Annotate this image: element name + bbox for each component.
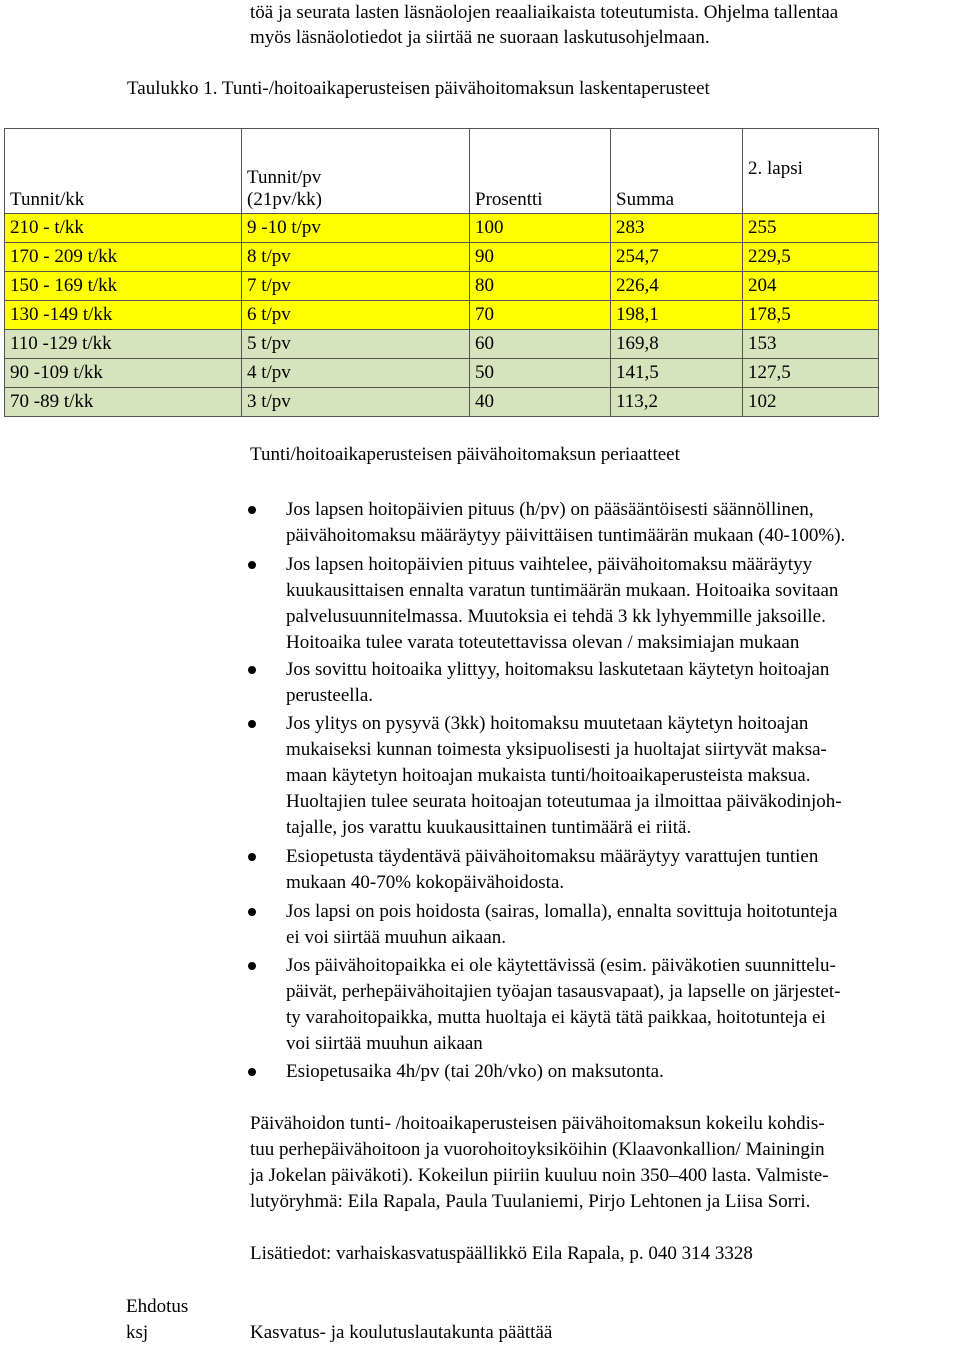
bullet-2-line-2: kuukausittaisen ennalta varatun tuntimäärän mukaan. Hoitoaika sovitaan [286, 580, 839, 601]
cell-hours-month: 90 -109 t/kk [5, 359, 242, 388]
bullet-3-line-1: Jos sovittu hoitoaika ylittyy, hoitomaksu laskutetaan käytetyn hoitoajan [286, 659, 830, 680]
cell-hours-day: 3 t/pv [242, 388, 470, 417]
bullet-icon [248, 1068, 256, 1076]
cell-hours-day: 5 t/pv [242, 330, 470, 359]
cell-sum: 254,7 [611, 243, 743, 272]
cell-percent: 80 [470, 272, 611, 301]
trial-line-3: ja Jokelan päiväkoti). Kokeilun piiriin kuuluu noin 350–400 lasta. Valmiste- [250, 1165, 829, 1186]
cell-hours-day: 7 t/pv [242, 272, 470, 301]
bullet-icon [248, 506, 256, 514]
bullet-4-line-2: mukaiseksi kunnan toimesta yksipuolisesti ja huoltajat siirtyvät maksa- [286, 739, 827, 760]
cell-second-child: 102 [743, 388, 879, 417]
bullet-3-line-2: perusteella. [286, 685, 374, 706]
cell-percent: 50 [470, 359, 611, 388]
header-hours-day-line1: Tunnit/pv [247, 167, 322, 188]
bullet-8-line-1: Esiopetusaika 4h/pv (tai 20h/vko) on maksutonta. [286, 1061, 664, 1082]
cell-sum: 198,1 [611, 301, 743, 330]
cell-sum: 169,8 [611, 330, 743, 359]
bullet-5-line-2: mukaan 40-70% kokopäivähoidosta. [286, 872, 565, 893]
table-row [5, 359, 879, 388]
cell-second-child: 178,5 [743, 301, 879, 330]
proposal-label-line-2: ksj [126, 1322, 149, 1343]
bullet-7-line-1: Jos päivähoitopaikka ei ole käytettävissä (esim. päiväkotien suunnittelu- [286, 955, 836, 976]
bullet-2-line-3: palvelusuunnitelmassa. Muutoksia ei tehdä 3 kk lyhyemmille jaksoille. [286, 606, 826, 627]
intro-line-1: töä ja seurata lasten läsnäolojen reaaliaikaista toteutumista. Ohjelma tallentaa [250, 2, 839, 23]
proposal-text: Kasvatus- ja koulutuslautakunta päättää [250, 1322, 553, 1343]
proposal-label-line-1: Ehdotus [126, 1296, 189, 1317]
bullet-icon [248, 962, 256, 970]
header-hours-day-line2: (21pv/kk) [247, 189, 322, 210]
cell-sum: 226,4 [611, 272, 743, 301]
cell-sum: 283 [611, 214, 743, 243]
cell-sum: 113,2 [611, 388, 743, 417]
table-row [5, 214, 879, 243]
table-row [5, 272, 879, 301]
cell-hours-day: 6 t/pv [242, 301, 470, 330]
table-header-row [5, 129, 879, 214]
cell-second-child: 153 [743, 330, 879, 359]
cell-percent: 70 [470, 301, 611, 330]
header-sum: Summa [611, 129, 743, 214]
bullet-7-line-3: ty varahoitopaikka, mutta huoltaja ei käytä tätä paikkaa, hoitotunteja ei [286, 1007, 826, 1028]
table-row [5, 330, 879, 359]
cell-percent: 40 [470, 388, 611, 417]
cell-hours-day: 8 t/pv [242, 243, 470, 272]
bullet-1-line-2: päivähoitomaksu määräytyy päivittäisen tuntimäärän mukaan (40-100%). [286, 525, 846, 546]
bullet-icon [248, 666, 256, 674]
bullet-6-line-2: ei voi siirtää muuhun aikaan. [286, 927, 507, 948]
table-row [5, 388, 879, 417]
trial-line-2: tuu perhepäivähoitoon ja vuorohoitoyksiköihin (Klaavonkallion/ Mainingin [250, 1139, 825, 1160]
principles-title: Tunti/hoitoaikaperusteisen päivähoitomaksun periaatteet [250, 444, 680, 465]
bullet-6-line-1: Jos lapsi on pois hoidosta (sairas, lomalla), ennalta sovittuja hoitotunteja [286, 901, 838, 922]
header-second-child: 2. lapsi [743, 129, 879, 214]
cell-hours-month: 170 - 209 t/kk [5, 243, 242, 272]
bullet-icon [248, 908, 256, 916]
bullet-7-line-2: päivät, perhepäivähoitajien työajan tasausvapaat), ja lapselle on järjestet- [286, 981, 841, 1002]
table-caption: Taulukko 1. Tunti-/hoitoaikaperusteisen päivähoitomaksun laskentaperusteet [127, 78, 710, 99]
bullet-4-line-3: maan käytetyn hoitoajan mukaista tunti/hoitoaikaperusteista maksua. [286, 765, 811, 786]
bullet-4-line-4: Huoltajien tulee seurata hoitoajan toteutumaa ja ilmoittaa päiväkodinjoh- [286, 791, 842, 812]
cell-hours-month: 210 - t/kk [5, 214, 242, 243]
trial-line-4: lutyöryhmä: Eila Rapala, Paula Tuulaniemi, Pirjo Lehtonen ja Liisa Sorri. [250, 1191, 811, 1212]
bullet-4-line-1: Jos ylitys on pysyvä (3kk) hoitomaksu muutetaan käytetyn hoitoajan [286, 713, 809, 734]
bullet-4-line-5: tajalle, jos varattu kuukausittainen tuntimäärä ei riitä. [286, 817, 692, 838]
cell-second-child: 127,5 [743, 359, 879, 388]
cell-percent: 90 [470, 243, 611, 272]
cell-hours-day: 4 t/pv [242, 359, 470, 388]
fee-table [4, 128, 879, 417]
more-info: Lisätiedot: varhaiskasvatuspäällikkö Eila Rapala, p. 040 314 3328 [250, 1243, 753, 1264]
header-hours-day [242, 129, 470, 214]
bullet-2-line-1: Jos lapsen hoitopäivien pituus vaihtelee, päivähoitomaksu määräytyy [286, 554, 813, 575]
cell-percent: 100 [470, 214, 611, 243]
cell-hours-month: 110 -129 t/kk [5, 330, 242, 359]
bullet-icon [248, 853, 256, 861]
cell-hours-month: 70 -89 t/kk [5, 388, 242, 417]
cell-hours-month: 130 -149 t/kk [5, 301, 242, 330]
bullet-1-line-1: Jos lapsen hoitopäivien pituus (h/pv) on pääsääntöisesti säännöllinen, [286, 499, 814, 520]
intro-line-2: myös läsnäolotiedot ja siirtää ne suoraan laskutusohjelmaan. [250, 27, 710, 48]
cell-second-child: 229,5 [743, 243, 879, 272]
bullet-icon [248, 720, 256, 728]
bullet-icon [248, 561, 256, 569]
table-row [5, 243, 879, 272]
header-hours-month: Tunnit/kk [5, 129, 242, 214]
trial-line-1: Päivähoidon tunti- /hoitoaikaperusteisen päivähoitomaksun kokeilu kohdis- [250, 1113, 825, 1134]
cell-second-child: 255 [743, 214, 879, 243]
bullet-2-line-4: Hoitoaika tulee varata toteutettavissa olevan / maksimiajan mukaan [286, 632, 800, 653]
cell-sum: 141,5 [611, 359, 743, 388]
header-percent: Prosentti [470, 129, 611, 214]
table-row [5, 301, 879, 330]
bullet-7-line-4: voi siirtää muuhun aikaan [286, 1033, 483, 1054]
cell-second-child: 204 [743, 272, 879, 301]
bullet-5-line-1: Esiopetusta täydentävä päivähoitomaksu määräytyy varattujen tuntien [286, 846, 819, 867]
cell-hours-month: 150 - 169 t/kk [5, 272, 242, 301]
cell-percent: 60 [470, 330, 611, 359]
cell-hours-day: 9 -10 t/pv [242, 214, 470, 243]
